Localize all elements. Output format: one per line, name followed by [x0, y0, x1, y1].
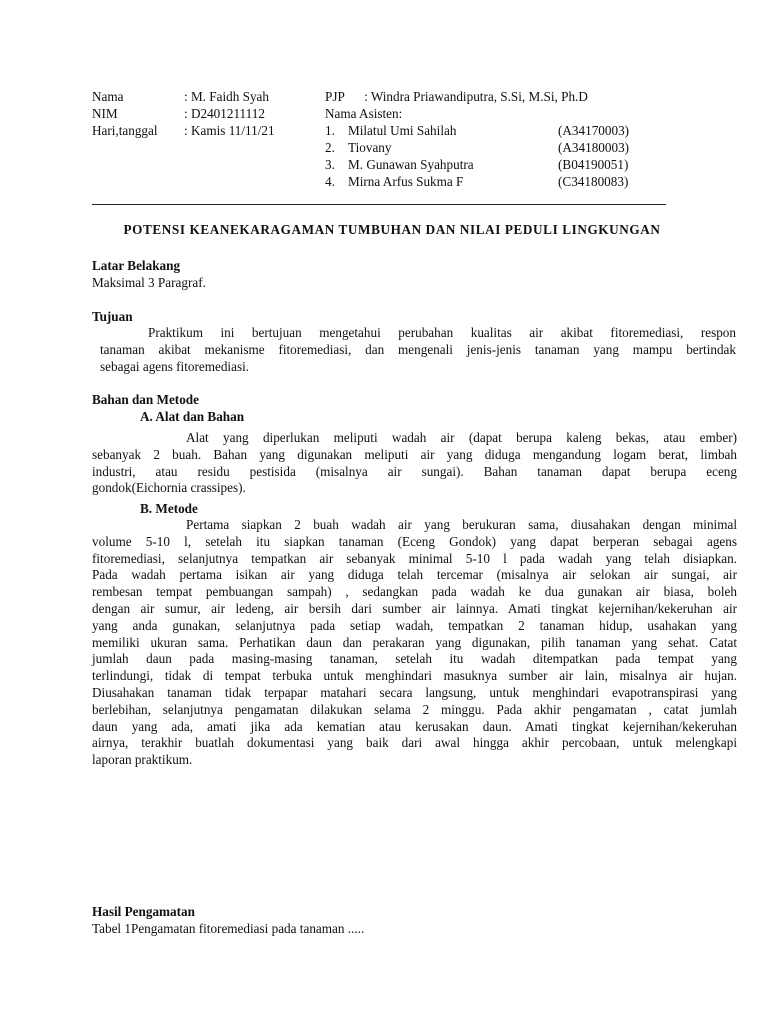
paragraph-line: sebagai agens fitoremediasi.: [100, 358, 250, 374]
tujuan-heading: Tujuan: [92, 309, 133, 324]
paragraph-line: Praktikum ini bertujuan mengetahui perubahan kualitas air akibat fitoremediasi, respon: [148, 325, 736, 340]
alat-bahan-heading: A. Alat dan Bahan: [140, 409, 245, 424]
paragraph-line: yang anda gunakan, selanjutnya pada setiap wadah, tempatkan 2 tanaman hidup, usahakan yang: [92, 617, 737, 633]
metode-heading: B. Metode: [140, 501, 198, 516]
paragraph-line: sebanyak 2 buah. Bahan yang digunakan meliputi air yang diduga mengandung logam berat, limbah: [92, 446, 737, 462]
paragraph-line: airnya, terakhir buatlah dokumentasi yang baik dari awal hingga akhir percobaan, untuk melengkapi: [92, 735, 737, 751]
paragraph-line: jumlah daun pada masing-masing tanaman, setelah itu wadah ditempatkan pada tempat yang: [92, 651, 737, 667]
asisten-no: 2.: [325, 140, 335, 155]
paragraph-line: memiliki ukuran sama. Perhatikan daun dan perakaran yang digunakan, pilih tanaman yang sehat. Catat: [92, 634, 737, 650]
paragraph-line: terlindungi, tidak di tempat terbuka untuk menghindari masuknya sumber air lain, misalnya air hujan.: [92, 668, 737, 684]
paragraph-line: Pada wadah pertama isikan air yang diduga telah tercemar (misalnya air selokan air sungai, air: [92, 567, 737, 583]
paragraph-line: laporan praktikum.: [92, 752, 193, 768]
paragraph-line: daun yang ada, amati jika ada kematian atau kerusakan daun. Amati tingkat kejernihan/kekeruhan: [92, 718, 737, 734]
hari-value: : Kamis 11/11/21: [184, 123, 275, 138]
paragraph-line: Pertama siapkan 2 buah wadah air yang berukuran sama, diusahakan dengan minimal: [186, 517, 737, 532]
hari-label: Hari,tanggal: [92, 123, 158, 138]
table-caption: Tabel 1Pengamatan fitoremediasi pada tanaman .....: [92, 921, 365, 936]
nim-label: NIM: [92, 106, 118, 121]
paragraph-line: gondok(Eichornia crassipes).: [92, 480, 246, 496]
asisten-no: 4.: [325, 174, 335, 189]
latar-text: Maksimal 3 Paragraf.: [92, 275, 206, 290]
bahan-heading: Bahan dan Metode: [92, 392, 199, 407]
asisten-label: Nama Asisten:: [325, 106, 403, 121]
asisten-name: M. Gunawan Syahputra: [348, 157, 474, 172]
asisten-id: (A34180003): [558, 140, 630, 155]
asisten-id: (A34170003): [558, 123, 630, 138]
metode-paragraph: [92, 517, 737, 769]
latar-heading: Latar Belakang: [92, 258, 181, 273]
nama-value: : M. Faidh Syah: [184, 89, 269, 104]
hasil-heading: Hasil Pengamatan: [92, 904, 195, 919]
header-divider: [92, 204, 666, 205]
tujuan-paragraph: [100, 325, 736, 375]
asisten-no: 1.: [325, 123, 335, 138]
asisten-name: Mirna Arfus Sukma F: [348, 174, 464, 189]
paragraph-line: fitoremediasi, selanjutnya tempatkan air sebanyak minimal 5-10 l pada wadah yang telah disiapkan.: [92, 550, 737, 566]
asisten-name: Tiovany: [348, 140, 392, 155]
asisten-id: (B04190051): [558, 157, 629, 172]
document-title: POTENSI KEANEKARAGAMAN TUMBUHAN DAN NILAI PEDULI LINGKUNGAN: [123, 222, 661, 237]
nama-label: Nama: [92, 89, 124, 104]
pjp-line: PJP : Windra Priawandiputra, S.Si, M.Si, Ph.D: [325, 89, 588, 104]
paragraph-line: berlebihan, selanjutnya pengamatan dilakukan selama 2 minggu. Pada akhir pengamatan , catat jumlah: [92, 701, 737, 717]
asisten-name: Milatul Umi Sahilah: [348, 123, 457, 138]
paragraph-line: industri, atau residu pestisida (misalnya air sungai). Bahan tanaman dapat berupa eceng: [92, 463, 737, 479]
asisten-id: (C34180083): [558, 174, 629, 189]
paragraph-line: Diusahakan tanaman tidak terpapar matahari secara langsung, untuk menghindari evapotranspirasi yang: [92, 684, 737, 700]
asisten-no: 3.: [325, 157, 335, 172]
paragraph-line: tanaman akibat mekanisme fitoremediasi, dan mengenali jenis-jenis tanaman yang mampu bertindak: [100, 341, 736, 357]
paragraph-line: volume 5-10 l, setelah itu siapkan tanaman (Eceng Gondok) yang dapat berperan sebagai agens: [92, 533, 737, 549]
alat-bahan-paragraph: [92, 430, 737, 497]
paragraph-line: rembesan tempat pembuangan sampah) , sedangkan pada wadah ke dua gunakan air biasa, boleh: [92, 584, 737, 600]
paragraph-line: dengan air sumur, air ledeng, air bersih dari sumber air lainnya. Amati tingkat kejernihan/kekeruhan air: [92, 600, 737, 616]
nim-value: : D2401211112: [184, 106, 265, 121]
paragraph-line: Alat yang diperlukan meliputi wadah air (dapat berupa kaleng bekas, atau ember): [186, 430, 737, 445]
